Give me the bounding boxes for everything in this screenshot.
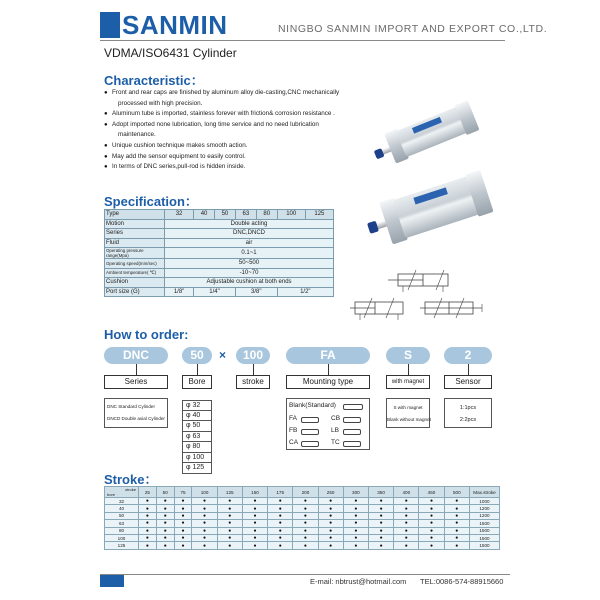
connector-line (197, 364, 198, 375)
table-cell: 0.1~1 (165, 248, 334, 259)
stroke-dot: ● (242, 512, 267, 519)
series-options (104, 398, 168, 428)
table-cell: 25 (139, 487, 157, 498)
stroke-dot: ● (192, 505, 217, 512)
mounting-shape-icon (343, 417, 361, 423)
bore-option: φ 100 (182, 453, 212, 464)
connector-line (136, 364, 137, 375)
stroke-dot: ● (444, 505, 469, 512)
series-option: DNC Standard Cylinder (107, 404, 155, 409)
table-cell: 32 (105, 498, 139, 505)
table-cell: 500 (444, 487, 469, 498)
bore-option: φ 63 (182, 432, 212, 443)
table-cell: Max.stroke (470, 487, 500, 498)
table-cell: Motion (105, 219, 165, 229)
stroke-dot: ● (242, 527, 267, 534)
stroke-dot: ● (318, 527, 343, 534)
stroke-dot: ● (156, 512, 174, 519)
table-row (105, 542, 500, 549)
stroke-dot: ● (444, 512, 469, 519)
series-option: DNCD Double axial Cylinder (107, 416, 165, 421)
table-row (105, 259, 334, 269)
order-pill-bore: 50 (182, 347, 212, 364)
stroke-dot: ● (268, 505, 293, 512)
characteristic-list (104, 88, 364, 173)
order-pill-series: DNC (104, 347, 168, 364)
logo-mark (100, 12, 120, 38)
bore-option: φ 80 (182, 442, 212, 453)
table-row (105, 505, 500, 512)
series-label: Series (104, 375, 168, 389)
table-cell: Type (105, 210, 165, 220)
table-cell: 1500 (470, 534, 500, 541)
table-cell: 1/4" (194, 287, 236, 297)
mounting-label: Mounting type (286, 375, 370, 389)
table-cell: 40 (194, 210, 215, 220)
table-cell: 100 (277, 210, 305, 220)
stroke-dot: ● (192, 520, 217, 527)
table-cell: Double acting (165, 219, 334, 229)
stroke-dot: ● (343, 505, 368, 512)
stroke-dot: ● (293, 505, 318, 512)
stroke-dot: ● (318, 542, 343, 549)
cylinder-symbol-single (388, 268, 468, 292)
specification-heading: Specification： (104, 194, 198, 209)
stroke-dot: ● (368, 542, 393, 549)
table-cell: 80 (105, 527, 139, 534)
stroke-dot: ● (242, 498, 267, 505)
table-cell: 450 (419, 487, 444, 498)
stroke-dot: ● (242, 534, 267, 541)
sensor-label: Sensor (444, 375, 492, 389)
stroke-dot: ● (444, 527, 469, 534)
table-cell: air (165, 238, 334, 248)
stroke-dot: ● (368, 527, 393, 534)
table-row (105, 520, 500, 527)
stroke-dot: ● (419, 527, 444, 534)
stroke-dot: ● (192, 534, 217, 541)
bore-option: φ 125 (182, 463, 212, 474)
sensor-option: 2:2pcs (459, 417, 477, 423)
stroke-dot: ● (343, 534, 368, 541)
stroke-dot: ● (242, 520, 267, 527)
bore-option: φ 40 (182, 411, 212, 422)
table-cell: 1200 (470, 512, 500, 519)
mounting-shape-icon (343, 404, 363, 410)
bore-label: Bore (182, 375, 212, 389)
magnet-label: with magnet (386, 375, 430, 389)
table-cell: Operating pressure range(Mpa) (105, 248, 165, 259)
stroke-dot: ● (139, 527, 157, 534)
stroke-dot: ● (419, 505, 444, 512)
stroke-dot: ● (343, 512, 368, 519)
stroke-dot: ● (444, 520, 469, 527)
table-cell: 125 (105, 542, 139, 549)
table-row (105, 527, 500, 534)
table-row (105, 210, 334, 220)
stroke-dot: ● (139, 534, 157, 541)
table-cell: DNC,DNCD (165, 229, 334, 239)
stroke-dot: ● (343, 527, 368, 534)
stroke-dot: ● (156, 505, 174, 512)
table-cell: 80 (256, 210, 277, 220)
stroke-dot: ● (444, 542, 469, 549)
stroke-dot: ● (394, 527, 419, 534)
stroke-dot: ● (156, 520, 174, 527)
stroke-dot: ● (368, 505, 393, 512)
stroke-dot: ● (444, 498, 469, 505)
stroke-dot: ● (192, 527, 217, 534)
stroke-dot: ● (156, 534, 174, 541)
table-cell: 1200 (470, 505, 500, 512)
stroke-dot: ● (419, 542, 444, 549)
stroke-dot: ● (174, 527, 192, 534)
table-cell: 350 (368, 487, 393, 498)
table-cell: 400 (394, 487, 419, 498)
list-item: ● Front and rear caps are finished by aluminum alloy die-casting,CNC mechanically (104, 88, 364, 99)
stroke-table (104, 486, 500, 550)
stroke-dot: ● (444, 534, 469, 541)
mounting-options (286, 398, 370, 450)
stroke-dot: ● (217, 542, 242, 549)
stroke-dot: ● (268, 512, 293, 519)
table-cell: Fluid (105, 238, 165, 248)
stroke-dot: ● (293, 527, 318, 534)
stroke-dot: ● (268, 527, 293, 534)
stroke-dot: ● (368, 520, 393, 527)
stroke-dot: ● (139, 520, 157, 527)
mounting-shape-icon (301, 441, 319, 447)
table-cell: 3/8" (235, 287, 277, 297)
sensor-options (444, 398, 492, 428)
footer-email: E-mail: nbtrust@hotmail.com (310, 577, 407, 586)
cylinder-photo-large (358, 157, 503, 264)
stroke-dot: ● (268, 542, 293, 549)
mounting-shape-icon (343, 429, 361, 435)
stroke-dot: ● (419, 498, 444, 505)
stroke-dot: ● (368, 534, 393, 541)
table-cell: 100 (105, 534, 139, 541)
stroke-dot: ● (174, 512, 192, 519)
stroke-dot: ● (139, 498, 157, 505)
how-to-order-heading: How to order: (104, 327, 189, 342)
table-cell: Port size (G) (105, 287, 165, 297)
characteristic-heading: Characteristic： (104, 73, 204, 88)
stroke-dot: ● (343, 498, 368, 505)
list-item: ● May add the sensor equipment to easily control. (104, 152, 364, 163)
mounting-shape-icon (301, 417, 319, 423)
page-header (100, 10, 548, 42)
mounting-shape-icon (301, 429, 319, 435)
stroke-dot: ● (343, 542, 368, 549)
table-cell: -10~70 (165, 268, 334, 278)
connector-line (408, 364, 409, 375)
order-pill-stroke: 100 (236, 347, 270, 364)
table-cell: 150 (242, 487, 267, 498)
bore-option: φ 32 (182, 400, 212, 411)
table-row (105, 219, 334, 229)
cylinder-symbol-double-right (420, 296, 490, 320)
stroke-dot: ● (268, 520, 293, 527)
stroke-dot: ● (242, 542, 267, 549)
table-cell: 1000 (470, 498, 500, 505)
stroke-dot: ● (394, 498, 419, 505)
stroke-dot: ● (192, 542, 217, 549)
stroke-dot: ● (217, 505, 242, 512)
stroke-dot: ● (268, 498, 293, 505)
table-cell: 50 (156, 487, 174, 498)
stroke-dot: ● (139, 512, 157, 519)
bore-options (182, 400, 212, 474)
table-cell: 300 (343, 487, 368, 498)
stroke-dot: ● (368, 498, 393, 505)
magnet-options (386, 398, 430, 428)
table-row (105, 512, 500, 519)
table-row (105, 278, 334, 288)
table-cell: 175 (268, 487, 293, 498)
stroke-dot: ● (217, 534, 242, 541)
list-item: maintenance. (118, 131, 156, 139)
connector-line (328, 364, 329, 375)
order-pill-magnet: S (386, 347, 430, 364)
list-item: ● In terms of DNC series,pull-rod is hidden inside. (104, 162, 364, 173)
table-row (105, 287, 334, 297)
stroke-heading: Stroke： (104, 472, 158, 487)
table-cell: 125 (305, 210, 333, 220)
stroke-dot: ● (156, 498, 174, 505)
table-row (105, 238, 334, 248)
stroke-dot: ● (156, 542, 174, 549)
table-cell: 50 (105, 512, 139, 519)
stroke-dot: ● (139, 505, 157, 512)
stroke-dot: ● (419, 534, 444, 541)
stroke-dot: ● (174, 505, 192, 512)
list-item: processed with high precision. (118, 99, 203, 107)
stroke-dot: ● (343, 520, 368, 527)
table-cell: Operating speed(mm/sec) (105, 259, 165, 269)
stroke-dot: ● (293, 498, 318, 505)
table-cell: Adjustable cushion at both ends (165, 278, 334, 288)
stroke-dot: ● (139, 542, 157, 549)
stroke-dot: ● (394, 542, 419, 549)
magnet-option: Blank without magnet (387, 417, 431, 422)
table-row (105, 268, 334, 278)
table-row (105, 248, 334, 259)
stroke-dot: ● (293, 520, 318, 527)
footer-divider (100, 574, 510, 575)
stroke-dot: ● (318, 498, 343, 505)
table-row (105, 487, 500, 498)
mounting-option: CB (331, 415, 341, 422)
table-cell: 200 (293, 487, 318, 498)
footer-phone: TEL:0086-574-88915660 (420, 577, 504, 586)
stroke-dot: ● (394, 534, 419, 541)
stroke-dot: ● (156, 527, 174, 534)
company-name: NINGBO SANMIN IMPORT AND EXPORT CO.,LTD. (278, 23, 548, 35)
stroke-dot: ● (394, 505, 419, 512)
brand-logo: SANMIN (122, 10, 228, 40)
connector-line (468, 364, 469, 375)
list-item: ● Adopt imported none lubrication, long time service and no need lubrication (104, 120, 364, 131)
bore-option: φ 50 (182, 421, 212, 432)
order-pill-sensor: 2 (444, 347, 492, 364)
product-title: VDMA/ISO6431 Cylinder (104, 46, 237, 60)
stroke-dot: ● (192, 512, 217, 519)
table-cell: Cushion (105, 278, 165, 288)
stroke-label: stroke (236, 375, 270, 389)
stroke-dot: ● (174, 498, 192, 505)
stroke-dot: ● (293, 542, 318, 549)
table-cell: 32 (165, 210, 194, 220)
table-cell: 50 (215, 210, 236, 220)
corner-bore-label: bore (107, 492, 116, 497)
stroke-dot: ● (318, 505, 343, 512)
stroke-dot: ● (268, 534, 293, 541)
table-cell: 40 (105, 505, 139, 512)
stroke-dot: ● (419, 512, 444, 519)
stroke-dot: ● (293, 512, 318, 519)
cylinder-symbol-double-left (350, 296, 410, 320)
mounting-option: Blank(Standard) (289, 402, 336, 409)
table-row (105, 498, 500, 505)
stroke-dot: ● (318, 512, 343, 519)
table-cell: 250 (318, 487, 343, 498)
stroke-dot: ● (242, 505, 267, 512)
stroke-dot: ● (394, 512, 419, 519)
corner-stroke-label: stroke (125, 487, 136, 492)
stroke-dot: ● (394, 520, 419, 527)
stroke-dot: ● (419, 520, 444, 527)
table-cell: 1500 (470, 542, 500, 549)
mounting-option: LB (331, 427, 339, 434)
mounting-option: CA (289, 439, 299, 446)
stroke-dot: ● (217, 498, 242, 505)
table-row (105, 534, 500, 541)
mounting-option: FB (289, 427, 298, 434)
table-cell: 125 (217, 487, 242, 498)
table-cell: 100 (192, 487, 217, 498)
table-cell: 1/8" (165, 287, 194, 297)
magnet-option: S with magnet (393, 405, 423, 410)
table-corner-cell (105, 487, 139, 498)
stroke-dot: ● (174, 542, 192, 549)
times-icon: × (219, 348, 227, 362)
connector-line (253, 364, 254, 375)
specification-table (104, 209, 334, 297)
list-item: ● Aluminum tube is imported, stainless forever with friction& corrosion resistance . (104, 109, 364, 120)
stroke-dot: ● (174, 534, 192, 541)
list-item: ● Unique cushion technique makes smooth action. (104, 141, 364, 152)
table-cell: 1/2" (277, 287, 333, 297)
footer-mark (100, 575, 124, 587)
table-cell: 75 (174, 487, 192, 498)
mounting-option: FA (289, 415, 297, 422)
stroke-dot: ● (217, 512, 242, 519)
stroke-dot: ● (217, 520, 242, 527)
header-divider (100, 40, 505, 41)
sensor-option: 1:1pcs (459, 405, 477, 411)
order-pill-mounting: FA (286, 347, 370, 364)
mounting-option: TC (331, 439, 340, 446)
stroke-dot: ● (192, 498, 217, 505)
table-cell: 63 (235, 210, 256, 220)
table-cell: 63 (105, 520, 139, 527)
stroke-dot: ● (293, 534, 318, 541)
table-cell: Ambient temperature( ℃) (105, 268, 165, 278)
stroke-dot: ● (174, 520, 192, 527)
table-cell: 50~500 (165, 259, 334, 269)
mounting-shape-icon (343, 441, 361, 447)
table-row (105, 229, 334, 239)
table-cell: Series (105, 229, 165, 239)
table-cell: 1500 (470, 527, 500, 534)
table-cell: 1500 (470, 520, 500, 527)
stroke-dot: ● (368, 512, 393, 519)
stroke-dot: ● (217, 527, 242, 534)
stroke-dot: ● (318, 534, 343, 541)
stroke-dot: ● (318, 520, 343, 527)
